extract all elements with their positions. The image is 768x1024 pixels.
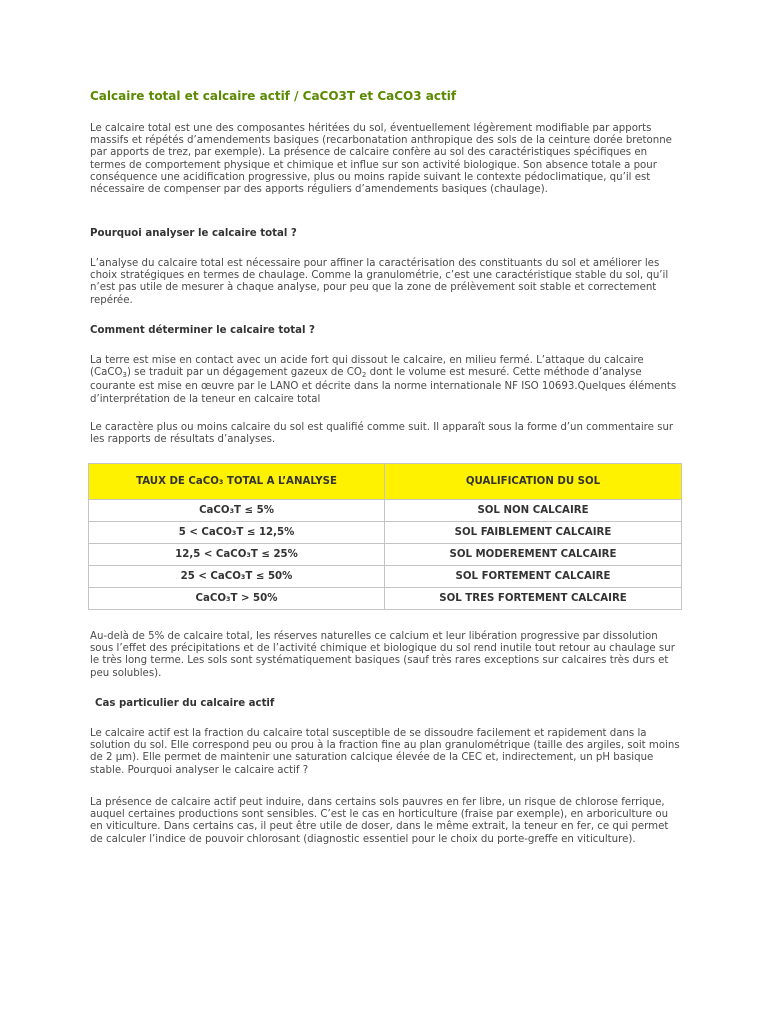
header-qualification: QUALIFICATION DU SOL [385,464,682,500]
table-header-row [89,464,682,500]
heading-how-total: Comment déterminer le calcaire total ? [90,325,315,336]
rate-cell: CaCO₃T ≤ 5% [89,500,385,522]
qualification-cell: SOL NON CALCAIRE [385,500,682,522]
qualification-cell: SOL TRES FORTEMENT CALCAIRE [385,588,682,610]
rate-cell: 12,5 < CaCO₃T ≤ 25% [89,544,385,566]
rate-cell: 5 < CaCO₃T ≤ 12,5% [89,522,385,544]
table-row [89,544,682,566]
how-total-text-b: ) se traduit par un dégagement gazeux de CO [126,367,362,379]
subscript-3: 3 [122,371,127,380]
table-row [89,522,682,544]
how-total-paragraph [90,355,682,406]
heading-calcaire-actif: Cas particulier du calcaire actif [95,698,275,709]
why-total-paragraph: L’analyse du calcaire total est nécessaire pour affiner la caractérisation des constituants du sol et améliorer les choix stratégiques en termes de chaulage. Comme la granulométrie, c’est une caractéristique stable du sol, qu’il n’est pas utile de mesurer à chaque analyse, pour peu que la zone de prélèvement soit stable et correctement repérée. [90,258,669,306]
qualification-intro-paragraph: Le caractère plus ou moins calcaire du sol est qualifié comme suit. Il apparaît sous la forme d’un commentaire sur les rapports de résultats d’analyses. [90,422,674,446]
qualification-cell: SOL FAIBLEMENT CALCAIRE [385,522,682,544]
page-title: Calcaire total et calcaire actif / CaCO3T et CaCO3 actif [90,89,457,103]
how-total-text-a: La terre est mise en contact avec un acide fort qui dissout le calcaire, en milieu fermé. L’attaque du calcaire (CaCO [90,355,644,379]
table-row [89,500,682,522]
chlorose-paragraph: La présence de calcaire actif peut induire, dans certains sols pauvres en fer libre, un risque de chlorose ferrique, auquel certaines productions sont sensibles. C’est le cas en horticulture (fraise par exemple), en arboriculture ou en viticulture. Dans certains cas, il peut être utile de doser, dans le même extrait, la teneur en fer, ce qui permet de calculer l’indice de pouvoir chlorosant (diagnostic essentiel pour le choix du porte-greffe en viticulture). [90,797,669,845]
rate-cell: CaCO₃T > 50% [89,588,385,610]
header-rate: TAUX DE CaCO₃ TOTAL A L’ANALYSE [89,464,385,500]
table-row [89,566,682,588]
rate-cell: 25 < CaCO₃T ≤ 50% [89,566,385,588]
qualification-cell: SOL MODEREMENT CALCAIRE [385,544,682,566]
calcaire-actif-paragraph: Le calcaire actif est la fraction du calcaire total susceptible de se dissoudre facilement et rapidement dans la solution du sol. Elle correspond peu ou prou à la fraction fine au plan granulométrique (taille des argiles, soit moins de 2 µm). Elle permet de maintenir une saturation calcique élevée de la CEC et, indirectement, un pH basique stable. Pourquoi analyser le calcaire actif ? [90,728,680,776]
heading-why-total: Pourquoi analyser le calcaire total ? [90,228,297,239]
intro-paragraph: Le calcaire total est une des composantes héritées du sol, éventuellement légèrement modifiable par apports massifs et répétés d’amendements basiques (recarbonatation anthropique des sols de la ceinture dorée bretonne par apports de trez, par exemple). La présence de calcaire confère au sol des caractéristiques spécifiques en termes de comportement physique et chimique et influe sur son activité biologique. Son absence totale a pour conséquence une acidification progressive, plus ou moins rapide suivant le contexte pédoclimatique, qu’il est nécessaire de compenser par des apports réguliers d’amendements basiques (chaulage). [90,123,672,196]
table-row [89,588,682,610]
how-total-text-c: dont le volume est mesuré. Cette méthode d’analyse courante est mise en œuvre par le LANO et décrite dans la norme internationale NF ISO 10693.Quelques éléments d’interprétation de la teneur en calcaire total [90,367,677,405]
qualification-cell: SOL FORTEMENT CALCAIRE [385,566,682,588]
calcaire-rates-table [88,463,682,610]
subscript-2: 2 [361,371,367,380]
after-table-paragraph: Au-delà de 5% de calcaire total, les réserves naturelles ce calcium et leur libération progressive par dissolution sous l’effet des précipitations et de l’activité chimique et biologique du sol rend inutile tout retour au chaulage sur le très long terme. Les sols sont systématiquement basiques (sauf très rares exceptions sur calcaires très durs et peu solubles). [90,631,675,679]
